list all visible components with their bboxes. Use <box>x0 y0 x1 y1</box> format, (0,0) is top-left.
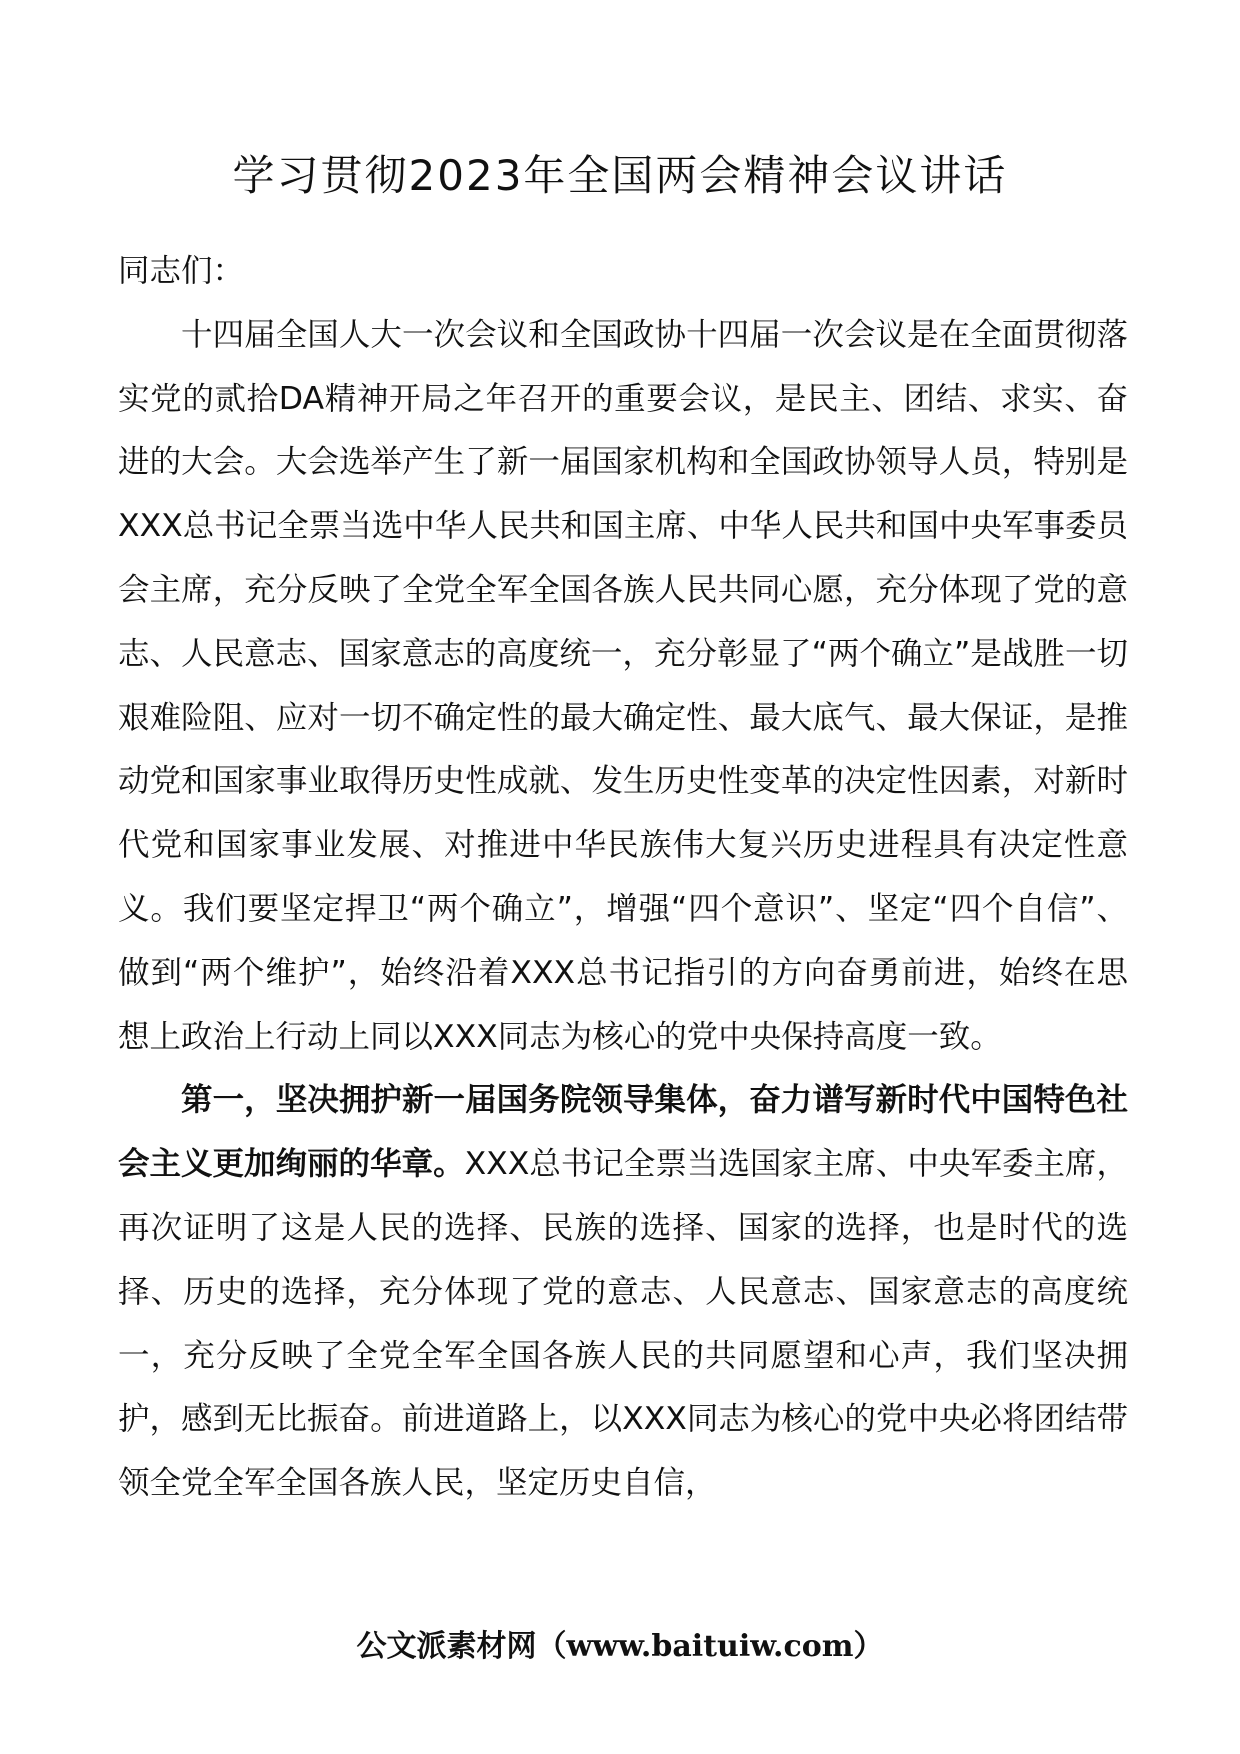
document-body <box>118 240 1128 1516</box>
paragraph-2-lead: 第一，坚决拥护新一届国务院领导集体，奋力谱写新时代中国特色社会主义更加绚丽的华章。 <box>118 1082 1128 1183</box>
paragraph-1: 十四届全国人大一次会议和全国政协十四届一次会议是在全面贯彻落实党的贰拾DA精神开局之年召开的重要会议，是民主、团结、求实、奋进的大会。大会选举产生了新一届国家机构和全国政协领导人员，特别是XXX总书记全票当选中华人民共和国主席、中华人民共和国中央军事委员会主席，充分反映了全党全军全国各族人民共同心愿，充分体现了党的意志、人民意志、国家意志的高度统一，充分彰显了“两个确立”是战胜一切艰难险阻、应对一切不确定性的最大确定性、最大底气、最大保证，是推动党和国家事业取得历史性成就、发生历史性变革的决定性因素，对新时代党和国家事业发展、对推进中华民族伟大复兴历史进程具有决定性意义。我们要坚定捍卫“两个确立”，增强“四个意识”、坚定“四个自信”、做到“两个维护”，始终沿着XXX总书记指引的方向奋勇前进，始终在思想上政治上行动上同以XXX同志为核心的党中央保持高度一致。 <box>118 316 1128 1055</box>
paragraph-2 <box>118 1069 1128 1516</box>
salutation: 同志们： <box>118 253 245 289</box>
document-title: 学习贯彻2023年全国两会精神会议讲话 <box>232 151 1008 200</box>
paragraph-2-body: XXX总书记全票当选国家主席、中央军委主席，再次证明了这是人民的选择、民族的选择、国家的选择，也是时代的选择、历史的选择，充分体现了党的意志、人民意志、国家意志的高度统一，充分反映了全党全军全国各族人民的共同愿望和心声，我们坚决拥护，感到无比振奋。前进道路上，以XXX同志为核心的党中央必将团结带领全党全军全国各族人民，坚定历史自信， <box>118 1146 1128 1502</box>
footer-watermark: 公文派素材网（www.baituiw.com） <box>356 1629 884 1664</box>
